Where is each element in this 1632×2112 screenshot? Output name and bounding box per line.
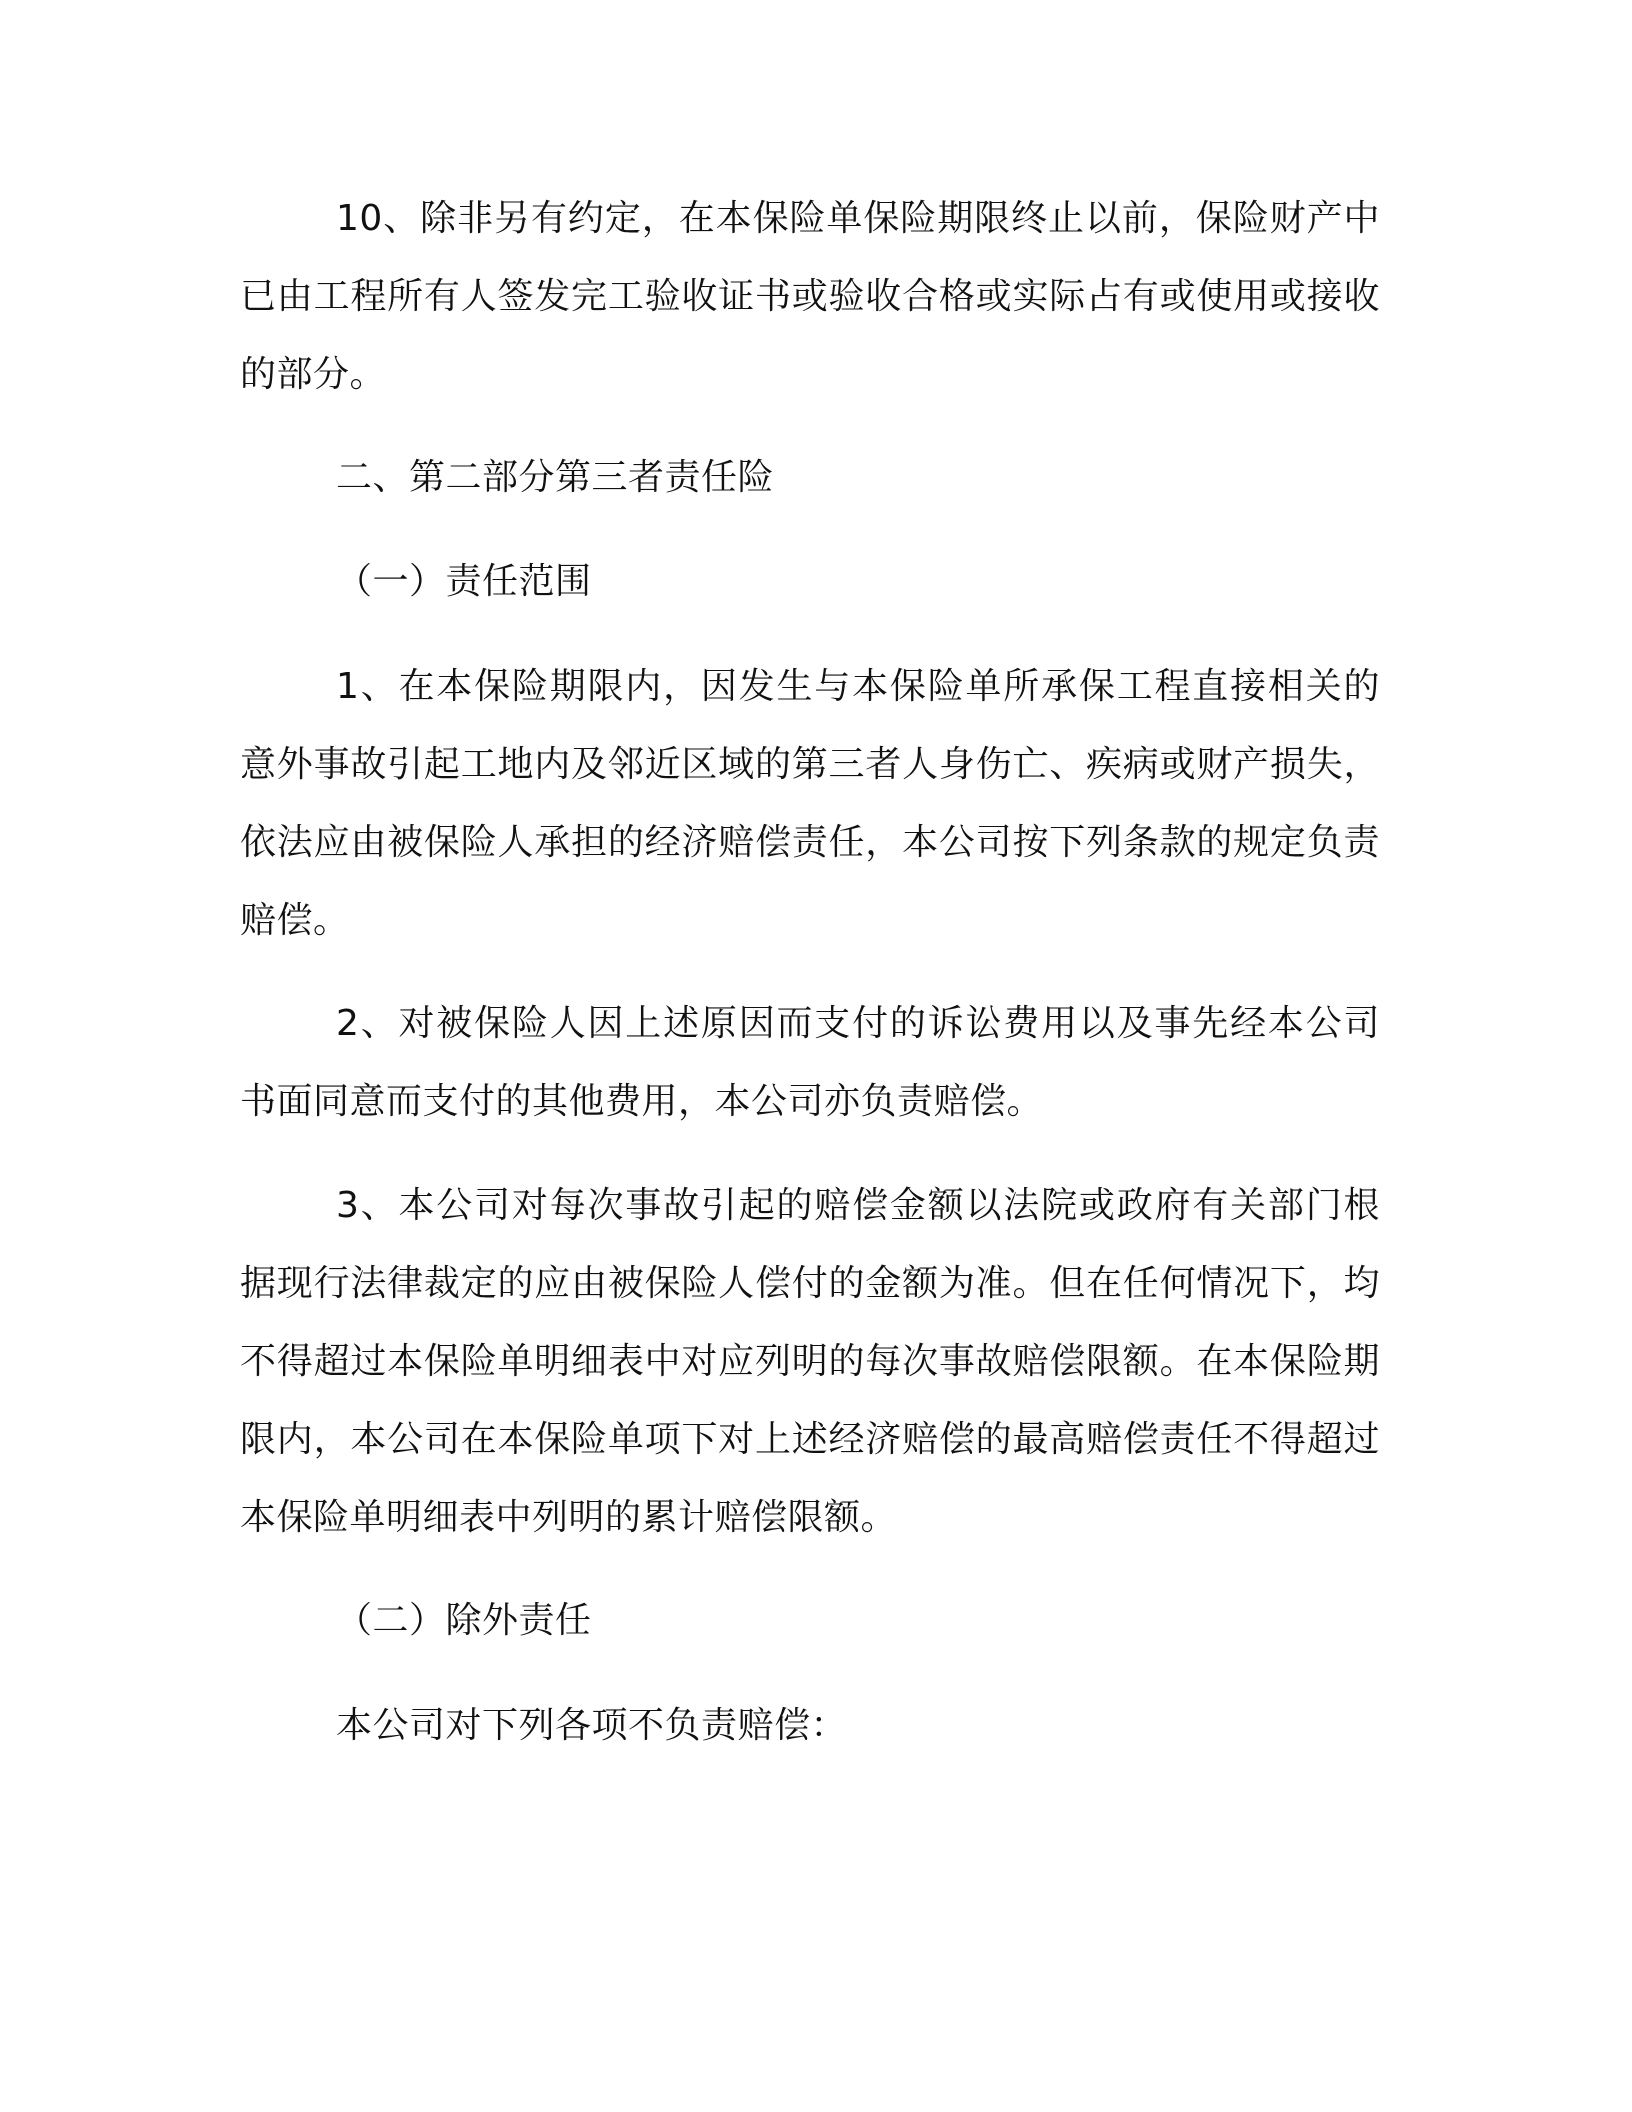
paragraph-clause-2: 2、对被保险人因上述原因而支付的诉讼费用以及事先经本公司书面同意而支付的其他费用，本公司亦负责赔偿。	[240, 1003, 1380, 1122]
paragraph-exclusion-intro: 本公司对下列各项不负责赔偿：	[336, 1705, 848, 1746]
subheading-exclusions: （二）除外责任	[336, 1600, 592, 1641]
subheading-scope-of-liability: （一）责任范围	[336, 561, 592, 602]
paragraph-item-10: 10、除非另有约定，在本保险单保险期限终止以前，保险财产中已由工程所有人签发完工验收证书或验收合格或实际占有或使用或接收的部分。	[240, 198, 1380, 395]
paragraph-clause-1: 1、在本保险期限内，因发生与本保险单所承保工程直接相关的意外事故引起工地内及邻近区域的第三者人身伤亡、疾病或财产损失，依法应由被保险人承担的经济赔偿责任，本公司按下列条款的规定负责赔偿。	[240, 666, 1380, 941]
paragraph-clause-3: 3、本公司对每次事故引起的赔偿金额以法院或政府有关部门根据现行法律裁定的应由被保险人偿付的金额为准。但在任何情况下，均不得超过本保险单明细表中对应列明的每次事故赔偿限额。在本保险期限内，本公司在本保险单项下对上述经济赔偿的最高赔偿责任不得超过本保险单明细表中列明的累计赔偿限额。	[240, 1185, 1380, 1538]
section-heading-third-party-liability: 二、第二部分第三者责任险	[336, 457, 775, 498]
